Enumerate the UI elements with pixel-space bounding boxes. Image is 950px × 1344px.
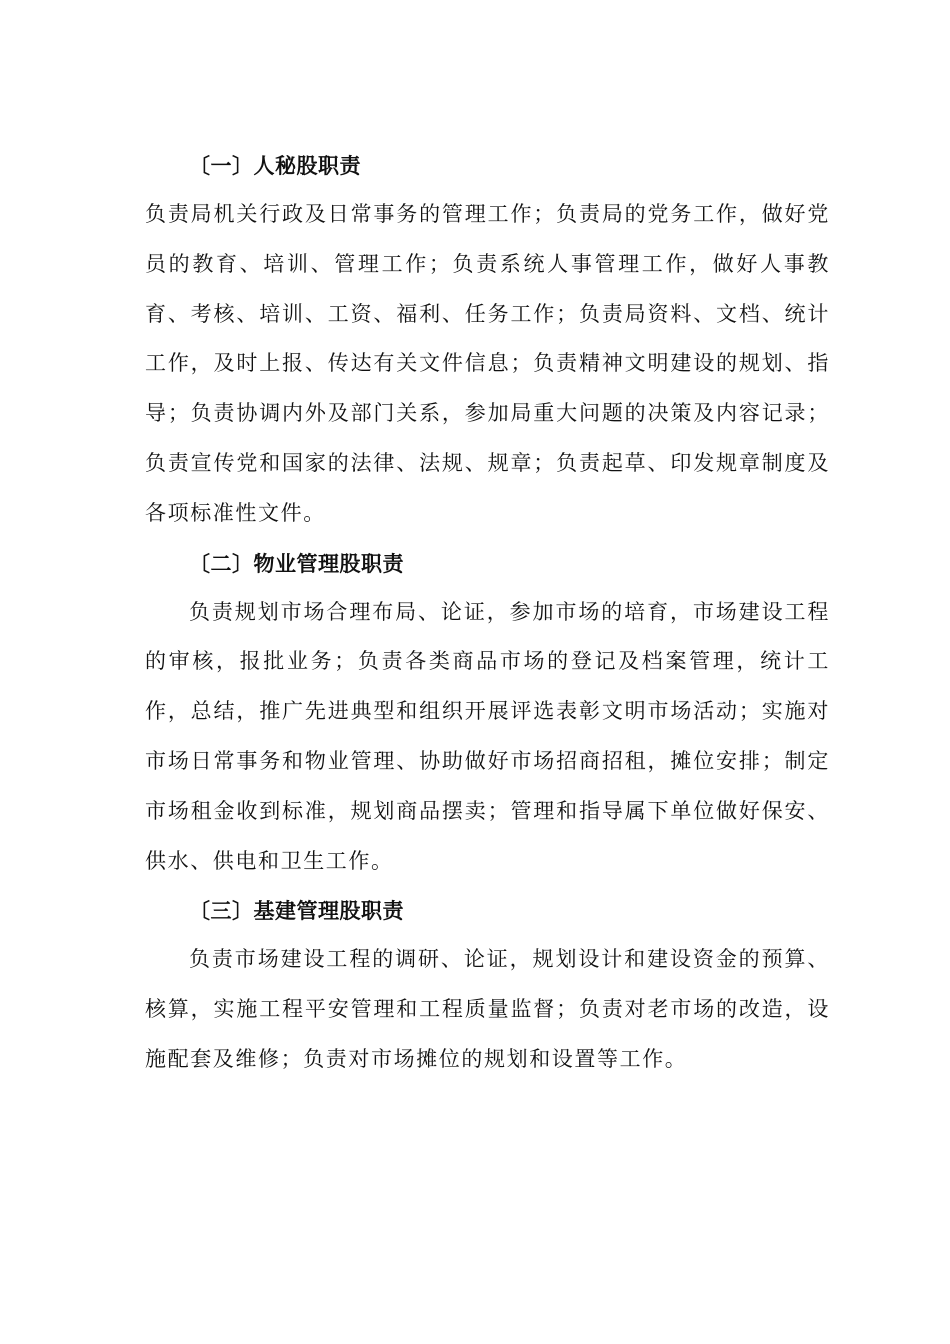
section-body-renmi: 负责局机关行政及日常事务的管理工作；负责局的党务工作，做好党员的教育、培训、管理工作；负责系统人事管理工作，做好人事教育、考核、培训、工资、福利、任务工作；负责局资料、文档、统计工作，及时上报、传达有关文件信息；负责精神文明建设的规划、指导；负责协调内外及部门关系，参加局重大问题的决策及内容记录；负责宣传党和国家的法律、法规、规章；负责起草、印发规章制度及各项标准性文件。 [145,202,830,525]
document-content [145,141,830,1085]
section-heading-renmi: 〔一〕人秘股职责 [189,153,361,178]
section-heading-jijian: 〔三〕基建管理股职责 [189,898,404,924]
section-body-wuye: 负责规划市场合理布局、论证，参加市场的培育，市场建设工程的审核，报批业务；负责各类商品市场的登记及档案管理，统计工作，总结，推广先进典型和组织开展评选表彰文明市场活动；实施对市场日常事务和物业管理、协助做好市场招商招租，摊位安排；制定市场租金收到标准，规划商品摆卖；管理和指导属下单位做好保安、供水、供电和卫生工作。 [145,599,830,873]
section-body-jijian: 负责市场建设工程的调研、论证，规划设计和建设资金的预算、核算，实施工程平安管理和工程质量监督；负责对老市场的改造，设施配套及维修；负责对市场摊位的规划和设置等工作。 [145,947,830,1071]
section-heading-wuye: 〔二〕物业管理股职责 [189,550,404,576]
